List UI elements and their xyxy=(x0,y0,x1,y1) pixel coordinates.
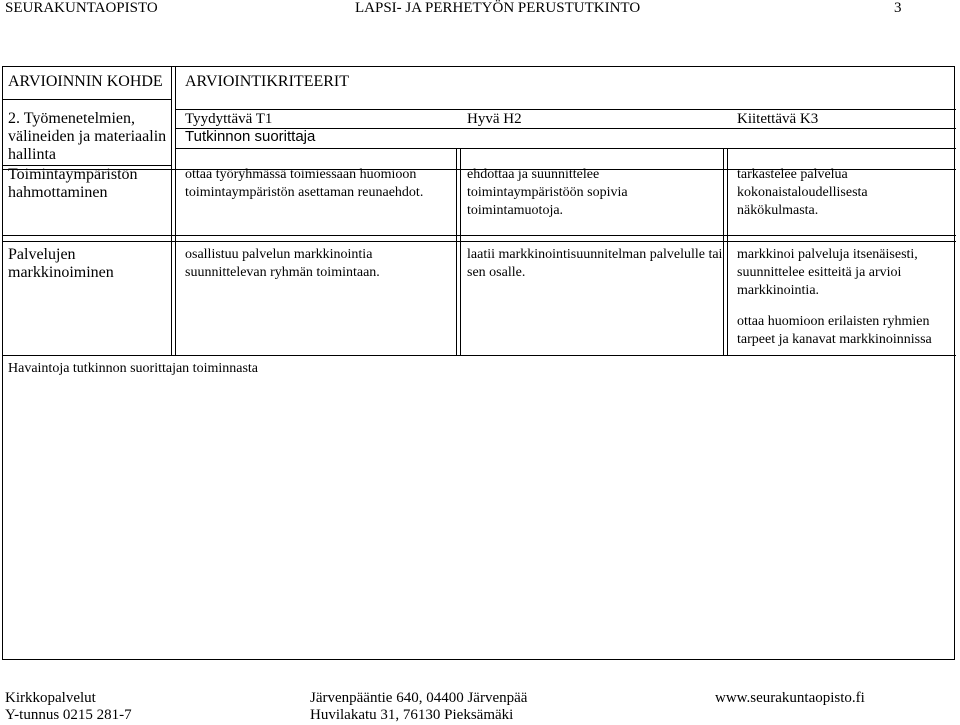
grid-line xyxy=(727,148,728,355)
row1-h2: ehdottaa ja suunnittelee toimintaympäristöön sopivia toimintamuotoja. xyxy=(467,167,628,218)
footer-address2: Huvilakatu 31, 76130 Pieksämäki xyxy=(310,707,514,723)
row2-k3: markkinoi palveluja itsenäisesti, suunnittelee esitteitä ja arvioi markkinointia. xyxy=(737,247,918,298)
grid-line xyxy=(3,235,956,236)
grade-k3: Kiitettävä K3 xyxy=(737,111,819,127)
row2-t1: osallistuu palvelun markkinointia suunnittelevan ryhmän toimintaan. xyxy=(185,247,380,280)
grade-t1: Tyydyttävä T1 xyxy=(185,111,273,127)
row1-k3: tarkastelee palvelua kokonaistaloudellisesta näkökulmasta. xyxy=(737,167,868,218)
grid-line xyxy=(175,109,956,110)
row1-target: Toimintaympäristön hahmottaminen xyxy=(8,166,138,201)
criteria-header: ARVIOINTIKRITEERIT xyxy=(185,73,350,90)
grid-line xyxy=(175,67,176,355)
grade-h2: Hyvä H2 xyxy=(467,111,522,127)
grid-line xyxy=(171,67,172,355)
header-title: LAPSI- JA PERHETYÖN PERUSTUTKINTO xyxy=(355,0,641,16)
grid-line xyxy=(175,148,956,149)
footer-org: Kirkkopalvelut xyxy=(5,690,96,706)
row2-target: Palvelujen markkinoiminen xyxy=(8,246,114,281)
observations-label: Havaintoja tutkinnon suorittajan toiminnasta xyxy=(8,361,259,376)
grid-line xyxy=(460,148,461,355)
grid-line xyxy=(3,241,956,242)
candidate-subheader: Tutkinnon suorittaja xyxy=(185,128,316,145)
page-number: 3 xyxy=(894,0,902,16)
row1-t1: ottaa työryhmässä toimiessaan huomioon toimintaympäristön asettaman reunaehdot. xyxy=(185,167,424,200)
header-org: SEURAKUNTAOPISTO xyxy=(5,0,158,16)
assessment-target-header: ARVIOINNIN KOHDE xyxy=(8,73,163,90)
grid-line xyxy=(3,99,171,100)
row2-k3-extra: ottaa huomioon erilaisten ryhmien tarpeet ja kanavat markkinoinnissa xyxy=(737,314,932,347)
grid-line xyxy=(3,355,956,356)
grid-line xyxy=(456,148,457,355)
footer-address1: Järvenpääntie 640, 04400 Järvenpää xyxy=(310,690,528,706)
footer-business-id: Y-tunnus 0215 281-7 xyxy=(5,707,132,723)
row2-h2: laatii markkinointisuunnitelman palvelulle tai sen osalle. xyxy=(467,247,723,280)
section-title: 2. Työmenetelmien, välineiden ja materiaalin hallinta xyxy=(8,110,167,163)
footer-website[interactable]: www.seurakuntaopisto.fi xyxy=(715,690,865,706)
